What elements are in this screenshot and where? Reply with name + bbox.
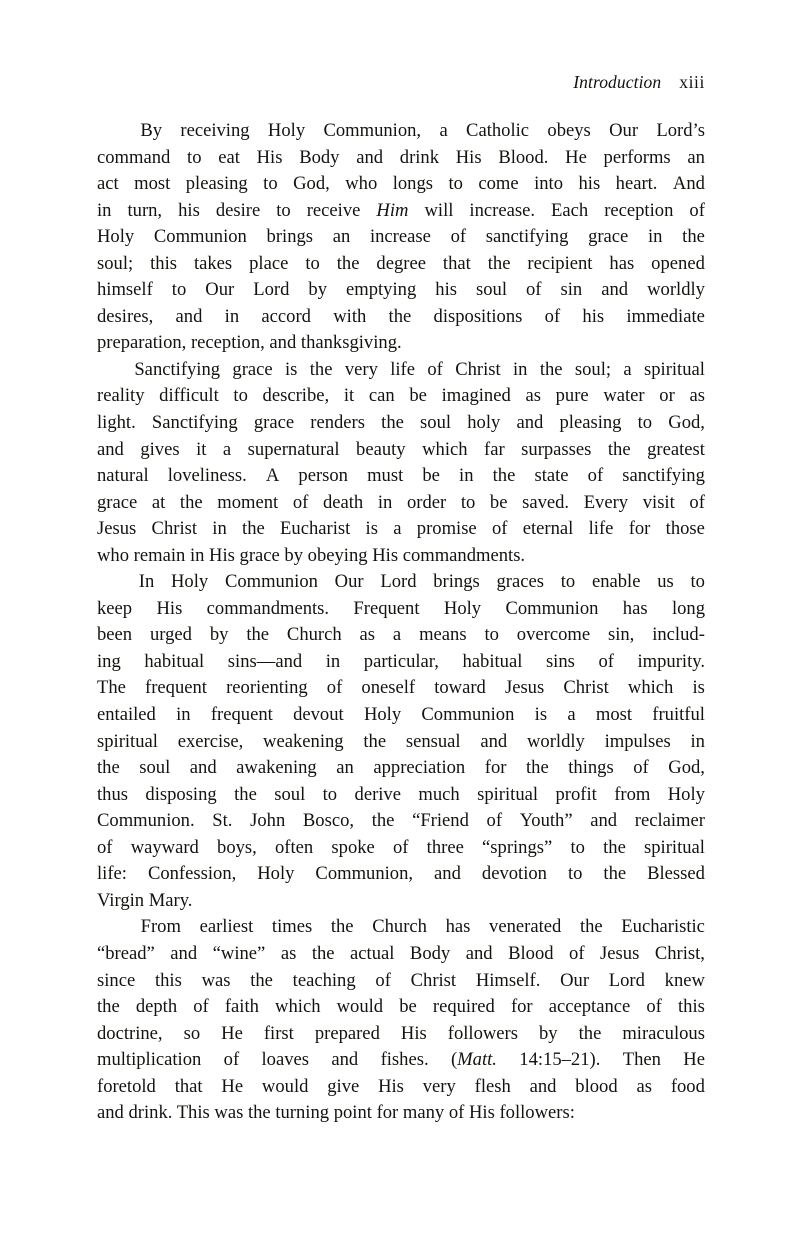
text-line: thus disposing the soul to derive much spiritual profit from Holy — [97, 783, 705, 805]
text-line: Sanctifying grace is the very life of Christ in the soul; a spiritual — [134, 358, 705, 380]
text-line: and drink. This was the turning point for many of His followers: — [97, 1102, 575, 1124]
text-line: In Holy Communion Our Lord brings graces to enable us to — [138, 571, 705, 593]
text-line: in turn, his desire to receive Him will increase. Each reception of — [97, 199, 705, 221]
text-line: life: Confession, Holy Communion, and devotion to the Blessed — [97, 863, 705, 885]
text-line: preparation, reception, and thanksgiving. — [97, 332, 402, 354]
text-line: desires, and in accord with the dispositions of his immediate — [97, 305, 705, 327]
paragraph-1 — [97, 118, 705, 357]
text-line: entailed in frequent devout Holy Communion is a most fruitful — [97, 704, 705, 726]
text-line: natural loveliness. A person must be in the state of sanctifying — [97, 465, 705, 487]
text-line: of wayward boys, often spoke of three “springs” to the spiritual — [97, 836, 705, 858]
text-line: foretold that He would give His very flesh and blood as food — [97, 1075, 705, 1097]
text-line: and gives it a supernatural beauty which far surpasses the greatest — [97, 438, 705, 460]
text-line: multiplication of loaves and fishes. (Matt. 14:15–21). Then He — [97, 1049, 705, 1071]
text-line: From earliest times the Church has venerated the Eucharistic — [140, 916, 705, 938]
text-line: been urged by the Church as a means to overcome sin, includ- — [97, 624, 705, 646]
paragraph-3 — [97, 569, 705, 914]
text-line: Communion. St. John Bosco, the “Friend of Youth” and reclaimer — [97, 810, 705, 832]
text-line: who remain in His grace by obeying His commandments. — [97, 544, 526, 566]
paragraph-2 — [97, 357, 705, 569]
text-line: act most pleasing to God, who longs to come into his heart. And — [97, 173, 705, 195]
paragraph-4 — [97, 914, 705, 1126]
text-line: since this was the teaching of Christ Himself. Our Lord knew — [97, 969, 705, 991]
text-line: grace at the moment of death in order to be saved. Every visit of — [97, 491, 705, 513]
text-line: Jesus Christ in the Eucharist is a promise of eternal life for those — [97, 518, 705, 540]
text-line: Virgin Mary. — [97, 889, 193, 911]
text-line: The frequent reorienting of oneself toward Jesus Christ which is — [97, 677, 705, 699]
text-line: ing habitual sins—and in particular, habitual sins of impurity. — [97, 650, 705, 672]
text-line: himself to Our Lord by emptying his soul of sin and worldly — [97, 279, 705, 301]
text-line: command to eat His Body and drink His Blood. He performs an — [97, 146, 705, 168]
text-line: the depth of faith which would be required for acceptance of this — [97, 996, 705, 1018]
body-text-block — [97, 118, 705, 1127]
text-line: spiritual exercise, weakening the sensual and worldly impulses in — [97, 730, 705, 752]
text-line: Holy Communion brings an increase of sanctifying grace in the — [97, 226, 705, 248]
text-line: soul; this takes place to the degree that the recipient has opened — [97, 252, 705, 274]
page-folio-number: xiii — [679, 72, 705, 92]
text-line: light. Sanctifying grace renders the soul holy and pleasing to God, — [97, 412, 705, 434]
text-line: “bread” and “wine” as the actual Body and Blood of Jesus Christ, — [97, 942, 705, 964]
running-head — [97, 70, 705, 94]
running-head-title: Introduction — [573, 72, 662, 92]
text-line: keep His commandments. Frequent Holy Communion has long — [97, 597, 705, 619]
text-line: the soul and awakening an appreciation for the things of God, — [97, 757, 705, 779]
text-line: doctrine, so He first prepared His followers by the miraculous — [97, 1022, 705, 1044]
text-line: reality difficult to describe, it can be imagined as pure water or as — [97, 385, 705, 407]
text-line: By receiving Holy Communion, a Catholic obeys Our Lord’s — [140, 120, 705, 141]
